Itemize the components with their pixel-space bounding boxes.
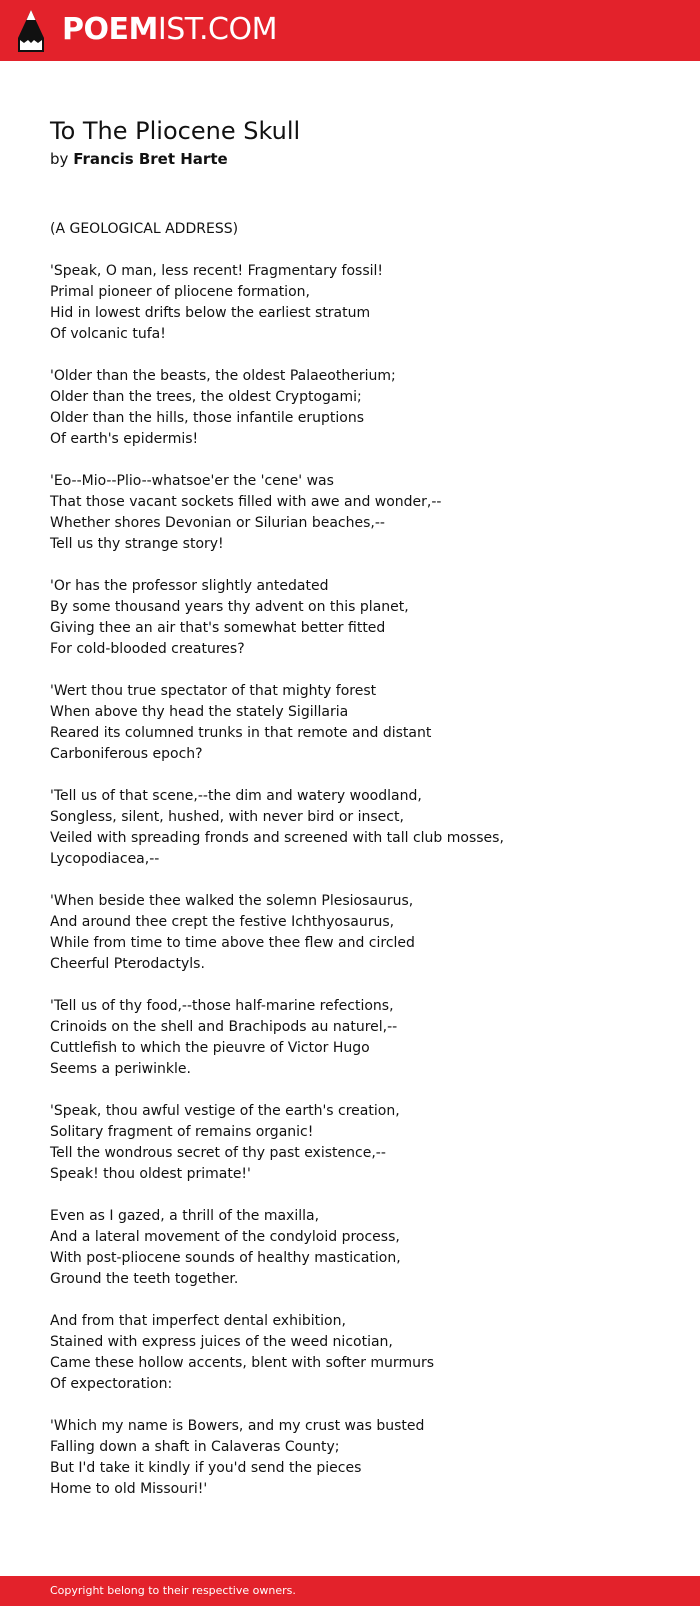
- poem-line: Crinoids on the shell and Brachipods au naturel,--: [50, 1019, 398, 1035]
- poem-line: Even as I gazed, a thrill of the maxilla,: [50, 1208, 320, 1224]
- poem-body: [50, 219, 504, 1500]
- poem-line: Older than the trees, the oldest Cryptogami;: [50, 389, 362, 405]
- poem-line: By some thousand years thy advent on this planet,: [50, 599, 409, 615]
- stanza-break: [50, 975, 504, 996]
- poem-line: Older than the hills, those infantile eruptions: [50, 410, 365, 426]
- poem-line: And a lateral movement of the condyloid process,: [50, 1229, 400, 1245]
- stanza-break: [50, 1395, 504, 1416]
- poem-line: Tell us thy strange story!: [50, 536, 224, 552]
- stanza-break: [50, 555, 504, 576]
- poem-line: Whether shores Devonian or Silurian beaches,--: [50, 515, 385, 531]
- poem-title: To The Pliocene Skull: [50, 117, 301, 145]
- poem-line: Carboniferous epoch?: [50, 746, 203, 762]
- poem-line: Of earth's epidermis!: [50, 431, 199, 447]
- stanza-break: [50, 1080, 504, 1101]
- poem-line: 'Speak, thou awful vestige of the earth's creation,: [50, 1103, 400, 1119]
- poem-line: 'Tell us of that scene,--the dim and watery woodland,: [50, 788, 422, 804]
- poem-line: Tell the wondrous secret of thy past existence,--: [50, 1145, 386, 1161]
- poem-line: That those vacant sockets filled with awe and wonder,--: [50, 494, 442, 510]
- poem-line: Reared its columned trunks in that remote and distant: [50, 725, 432, 741]
- poem-line: Of expectoration:: [50, 1376, 173, 1392]
- poem-line: Falling down a shaft in Calaveras County;: [50, 1439, 340, 1455]
- site-logo[interactable]: [62, 11, 277, 49]
- poem-line: Speak! thou oldest primate!': [50, 1166, 251, 1182]
- site-footer: [0, 1576, 700, 1606]
- poem-line: Cuttlefish to which the pieuvre of Victor Hugo: [50, 1040, 370, 1056]
- logo-text-light: IST.COM: [157, 12, 277, 47]
- poem-author: Francis Bret Harte: [73, 150, 228, 168]
- poem-line: 'Or has the professor slightly antedated: [50, 578, 329, 594]
- poem-line: 'When beside thee walked the solemn Plesiosaurus,: [50, 893, 414, 909]
- poem-line: Came these hollow accents, blent with softer murmurs: [50, 1355, 435, 1371]
- poem-line: While from time to time above thee flew and circled: [50, 935, 415, 951]
- stanza-break: [50, 765, 504, 786]
- poem-line: Home to old Missouri!': [50, 1481, 208, 1497]
- poem-line: With post-pliocene sounds of healthy mastication,: [50, 1250, 401, 1266]
- poem-line: 'Speak, O man, less recent! Fragmentary fossil!: [50, 263, 384, 279]
- stanza-break: [50, 870, 504, 891]
- poem-line: For cold-blooded creatures?: [50, 641, 245, 657]
- poem-line: Hid in lowest drifts below the earliest stratum: [50, 305, 371, 321]
- poem-line: Ground the teeth together.: [50, 1271, 239, 1287]
- poem-line: 'Which my name is Bowers, and my crust was busted: [50, 1418, 425, 1434]
- footer-copyright: Copyright belong to their respective owners.: [50, 1584, 296, 1597]
- poem-line: But I'd take it kindly if you'd send the pieces: [50, 1460, 362, 1476]
- poem-line: Giving thee an air that's somewhat better fitted: [50, 620, 386, 636]
- poem-line: Veiled with spreading fronds and screened with tall club mosses,: [50, 830, 504, 846]
- poem-line: Seems a periwinkle.: [50, 1061, 191, 1077]
- stanza-break: [50, 1290, 504, 1311]
- poem-line: 'Wert thou true spectator of that mighty forest: [50, 683, 377, 699]
- poem-line: 'Tell us of thy food,--those half-marine refections,: [50, 998, 394, 1014]
- poem-line: Primal pioneer of pliocene formation,: [50, 284, 310, 300]
- poem-line: Solitary fragment of remains organic!: [50, 1124, 314, 1140]
- poem-line: Lycopodiacea,--: [50, 851, 160, 867]
- poem-line: And from that imperfect dental exhibition,: [50, 1313, 346, 1329]
- poem-line: Stained with express juices of the weed nicotian,: [50, 1334, 393, 1350]
- site-header: [0, 0, 700, 61]
- stanza-break: [50, 660, 504, 681]
- poem-byline: [50, 148, 228, 170]
- poem-line: Of volcanic tufa!: [50, 326, 166, 342]
- poem-line: And around thee crept the festive Ichthyosaurus,: [50, 914, 395, 930]
- stanza-break: [50, 1185, 504, 1206]
- poem-line: 'Older than the beasts, the oldest Palaeotherium;: [50, 368, 396, 384]
- poem-line: 'Eo--Mio--Plio--whatsoe'er the 'cene' was: [50, 473, 334, 489]
- stanza-break: [50, 345, 504, 366]
- stanza-break: [50, 450, 504, 471]
- stanza-break: [50, 240, 504, 261]
- poem-line: Cheerful Pterodactyls.: [50, 956, 205, 972]
- logo-text-bold: POEM: [62, 12, 158, 47]
- pencil-logo-icon[interactable]: [18, 10, 44, 52]
- poem-line: (A GEOLOGICAL ADDRESS): [50, 221, 239, 237]
- byline-prefix: by: [50, 150, 69, 168]
- poem-line: Songless, silent, hushed, with never bird or insect,: [50, 809, 404, 825]
- poem-line: When above thy head the stately Sigillaria: [50, 704, 349, 720]
